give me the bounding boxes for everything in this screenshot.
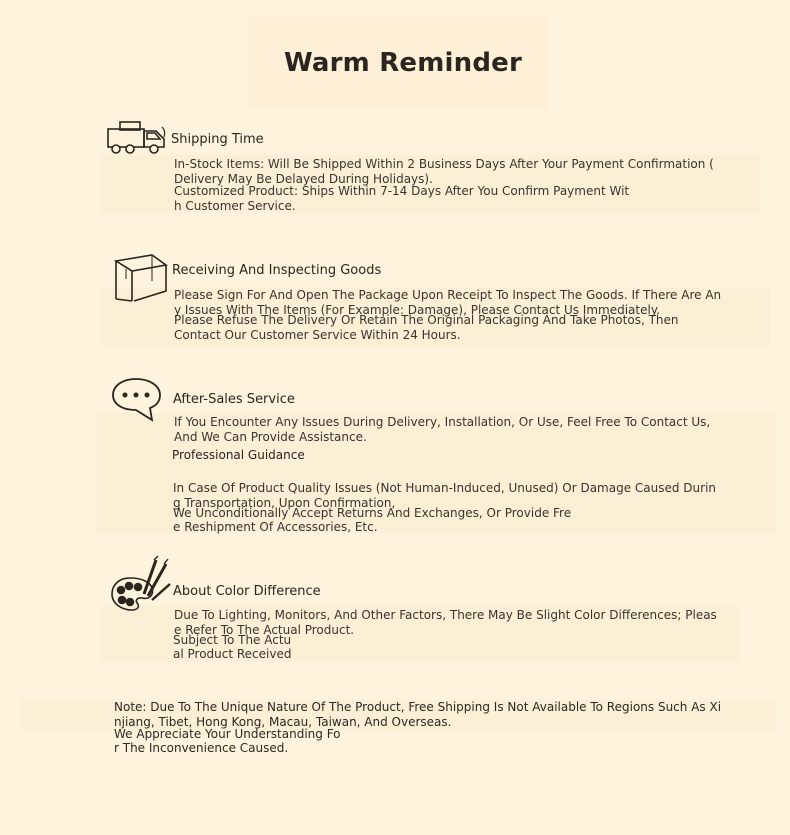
text-line: If You Encounter Any Issues During Delivery, Installation, Or Use, Feel Free To Contact Us, <box>174 415 711 429</box>
text-line: e Refer To The Actual Product. <box>174 623 355 637</box>
subheading-professional-guidance: Professional Guidance <box>172 448 305 462</box>
box-icon <box>112 251 168 303</box>
section-heading-color: About Color Difference <box>173 584 321 599</box>
section-heading-aftersales: After-Sales Service <box>173 392 295 407</box>
section-heading-receiving: Receiving And Inspecting Goods <box>172 263 382 278</box>
text-line: We Unconditionally Accept Returns And Exchanges, Or Provide Fre <box>173 506 572 520</box>
text-line: Due To Lighting, Monitors, And Other Factors, There May Be Slight Color Differences; Pleas <box>174 608 717 622</box>
note-line: r The Inconvenience Caused. <box>114 741 289 755</box>
text-line: e Reshipment Of Accessories, Etc. <box>173 520 378 534</box>
text-line: Customized Product: Ships Within 7-14 Days After You Confirm Payment Wit <box>174 184 630 198</box>
truck-icon <box>106 119 170 157</box>
note-line: Note: Due To The Unique Nature Of The Product, Free Shipping Is Not Available To Regions Such As Xi <box>114 700 722 714</box>
text-line: Subject To The Actu <box>173 633 292 647</box>
text-line: Delivery May Be Delayed During Holidays). <box>174 172 433 186</box>
text-line: g Transportation, Upon Confirmation, <box>173 496 396 510</box>
text-line: Please Refuse The Delivery Or Retain The Original Packaging And Take Photos, Then <box>174 313 679 327</box>
text-line: And We Can Provide Assistance. <box>174 430 367 444</box>
page-title: Warm Reminder <box>283 48 523 78</box>
chat-bubble-icon <box>110 376 166 422</box>
text-line: Please Sign For And Open The Package Upon Receipt To Inspect The Goods. If There Are An <box>174 288 722 302</box>
text-line: al Product Received <box>173 647 292 661</box>
text-line: h Customer Service. <box>174 199 296 213</box>
note-line: njiang, Tibet, Hong Kong, Macau, Taiwan, And Overseas. <box>114 715 452 729</box>
palette-icon <box>110 554 172 614</box>
text-line: In-Stock Items: Will Be Shipped Within 2 Business Days After Your Payment Confirmation ( <box>174 157 714 171</box>
text-line: y Issues With The Items (For Example: Damage), Please Contact Us Immediately. <box>174 303 661 317</box>
text-line: Contact Our Customer Service Within 24 Hours. <box>174 328 461 342</box>
section-heading-shipping: Shipping Time <box>171 132 264 147</box>
note-line: We Appreciate Your Understanding Fo <box>114 727 341 741</box>
text-line: In Case Of Product Quality Issues (Not Human-Induced, Unused) Or Damage Caused Durin <box>173 481 717 495</box>
